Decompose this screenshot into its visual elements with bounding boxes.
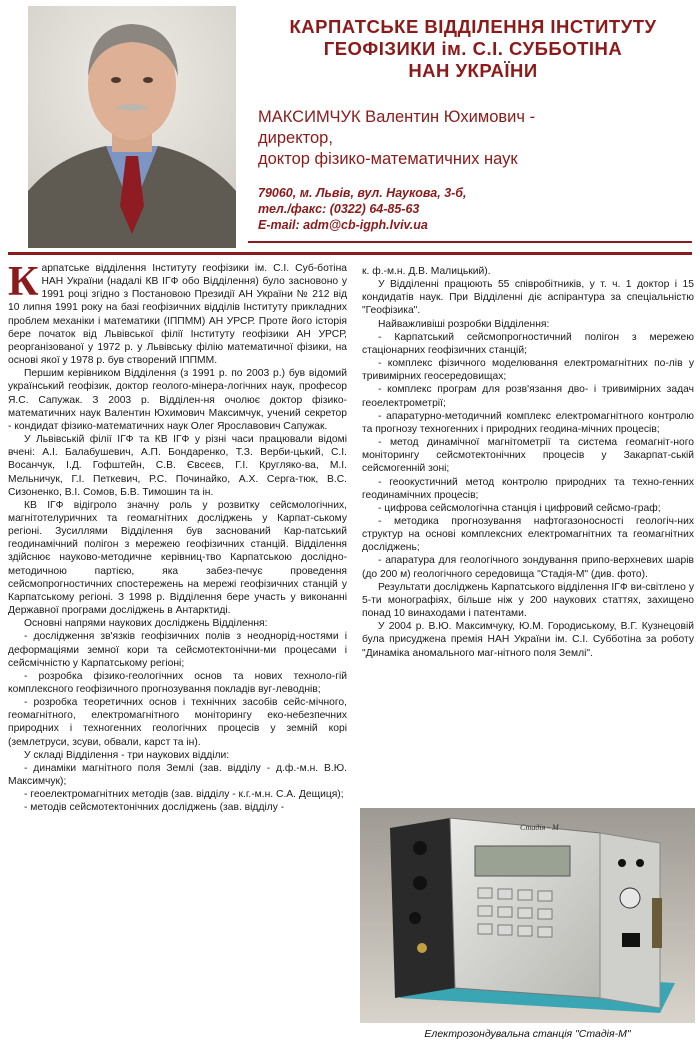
paragraph: - метод динамічної магнітометрії та система геомагніт-ного моніторингу сейсмотектонічних процесів у Закарпат-ській сейсмогенній зоні; — [362, 437, 694, 475]
paragraph: - Карпатський сейсмопрогностичний полігон з мережею стаціонарних геофізичних станцій; — [362, 331, 694, 356]
section-divider — [8, 252, 692, 255]
paragraph: У 2004 р. В.Ю. Максимчуку, Ю.М. Городиському, В.Г. Кузнецовій була присуджена премія НАН України ім. С.І. Субботіна за роботу "Динаміка аномального маг-нітного поля Землі". — [362, 621, 694, 659]
paragraph: У Відділенні працюють 55 співробітників, у т. ч. 1 доктор і 15 кондидатів наук. При Відділенні діє аспірантура за спеціальністю "Геофізика". — [362, 279, 694, 317]
title-line-2: ГЕОФІЗИКИ ім. С.І. СУББОТІНА — [323, 38, 623, 59]
paragraph: - апаратура для геологічного зондування припо-верхневих шарів (до 200 м) геологічного середовища "Стадія-М" (див. фото). — [362, 555, 694, 580]
paragraph: - методів сейсмотектонічних досліджень (зав. відділу - — [24, 802, 285, 814]
paragraph: Найважливіші розробки Відділення: — [378, 318, 550, 330]
director-info — [258, 107, 688, 170]
director-degree: доктор фізико-математичних наук — [258, 150, 518, 168]
phone: тел./факс: (0322) 64-85-63 — [258, 202, 420, 216]
institution-title — [258, 16, 688, 82]
title-line-3: НАН УКРАЇНИ — [408, 60, 538, 81]
paragraph: У складі Відділення - три наукових відділи: — [24, 749, 230, 761]
address: 79060, м. Львів, вул. Наукова, 3-б, — [258, 186, 467, 200]
paragraph: Основні напрями наукових досліджень Відділення: — [24, 618, 268, 630]
device-photo — [360, 808, 695, 1023]
photo-caption: Електрозондувальна станція "Стадія-М" — [424, 1028, 631, 1040]
paragraph: Першим керівником Відділення (з 1991 р. по 2003 р.) був відомий український геофізик, доктор геолого-мінера-логічних наук, професор Я.С. Сапужак. З 2003 р. Відділен-ня очолює доктор фізико-математичних наук Валентин Юхимович Максимчук, учений секретор - кондидат фізико-математичних наук Олег Ярославович Сапужак. — [8, 368, 347, 432]
paragraph: - комплекс програм для розв'язання дво- і тривимірних задач геоелектрометрії; — [362, 384, 694, 409]
director-portrait — [28, 6, 236, 248]
paragraph: - комплекс фізичного моделювання електромагнітних по-лів у тривимірних геосередовищах; — [362, 358, 694, 383]
director-name: МАКСИМЧУК Валентин Юхимович - — [258, 108, 536, 126]
paragraph: - методика прогнозування нафтогазоносності геологіч-них структур на основі комплексних електромагнітних та геомагнітних досліджень; — [362, 515, 694, 554]
paragraph: Карпатське відділення Інституту геофізики ім. С.І. Суб-ботіна НАН України (надалі КВ ІГФ обо Відділення) було засновоно у 1991 році згідно з Постановою Президії АН України № 212 від 10 липня 1991 року на базі геофізичних відділів Інституту прикладних проблем механіки і математики (ІППММ) АН УРСР. Проте його історія бере початок від Львівської філії Інституту геофізики АН УРСР, реорганізованої у 1972 р. у Львівську філію математичної фізики, на основі якої у 1978 р. був створений ІППММ. — [8, 259, 347, 367]
drop-cap: К — [8, 259, 39, 305]
contact-block — [258, 185, 688, 233]
paragraph: - дослідження зв'язків геофізичних полів з неоднорід-ностями і деформаціями земної кори та сейсмотектонічни-ми процесами і сейсмічністю у Карпатському регіоні; — [8, 631, 347, 669]
header-rule — [248, 241, 692, 243]
paragraph: У Львівській філії ІГФ та КВ ІГФ у різні часи працювали відомі вчені: А.І. Балабушевич, А.П. Бондаренко, Т.З. Верби-цький, С.І. Восанчук, І.Д. Гофштейн, С.В. Євсеєв, Г.І. Кругляко-ва, М.І. Мельничук, Г.І. Петкевич, Р.С. Починайко, А.Х. Серга-тюк, В.С. Сизоненко, В.І. Сомов, Б.В. Тимошин та ін. — [8, 434, 347, 498]
device-label: Стадія - М — [520, 823, 559, 832]
director-role: директор, — [258, 129, 333, 147]
paragraph: - апаратурно-методичний комплекс електромагнітного контролю та прогнозу техногенних і природних геодина-мічних процесів; — [362, 410, 694, 435]
article-column-1 — [8, 259, 347, 815]
article-column-2 — [362, 265, 694, 660]
paragraph: - розробка теоретичних основ і технічних засобів сейс-мічного, геомагнітного, електромагнітного моніторингу еко-небезпечних природних і техногенних геологічних процесів у земній корі (землетруси, зсуви, обвали, карст та ін). — [8, 697, 347, 748]
paragraph: к. ф.-м.н. Д.В. Малицький). — [362, 266, 491, 277]
paragraph: КВ ІГФ відігроло значну роль у розвитку сейсмологічних, магнітотелуричних та геомагнітних досліджень у Карпат-ському регіоні. Зусиллями Відділення був заснований Кар-патський геодинамічний полігон з мережею геофізичних станцій. Відділення здійснює нaуково-методичне керівниц-тво Карпатською дослідно-методичною партією, яка забез-печує проведення сейсмопрогностичних спостережень на мережі геофізичних станцій у Карпатському регіоні. З 1998 р. Відділення бере участь у виконанні Державної програми досліджень в Антарктиді. — [8, 499, 347, 617]
paragraph: - геоелектромагнітних методів (зав. відділу - к.г.-м.н. С.А. Дещиця); — [24, 789, 344, 801]
paragraph: - динаміки магнітного поля Землі (зав. відділу - д.ф.-м.н. В.Ю. Максимчук); — [8, 762, 347, 788]
paragraph: - розробка фізико-геологічних основ та нових техноло-гій комплексного геофізичного прогнозування покладів вуг-леводнів; — [8, 670, 347, 695]
title-line-1: КАРПАТСЬКЕ ВІДДІЛЕННЯ ІНСТИТУТУ — [289, 16, 657, 37]
paragraph: Результати досліджень Карпатського відділення ІГФ ви-світлено у 5-ти монографіях, більше ніж у 200 наукових статтях, захищено понад 10 винаходами і патентами. — [362, 581, 694, 620]
email[interactable]: E-mail: adm@cb-igph.lviv.ua — [258, 218, 428, 232]
paragraph: - цифрова сейсмологічна станція і цифровий сейсмо-граф; — [378, 502, 661, 514]
paragraph: - геоокустичний метод контролю природних та техно-генних геодинамічних процесів; — [362, 476, 694, 501]
